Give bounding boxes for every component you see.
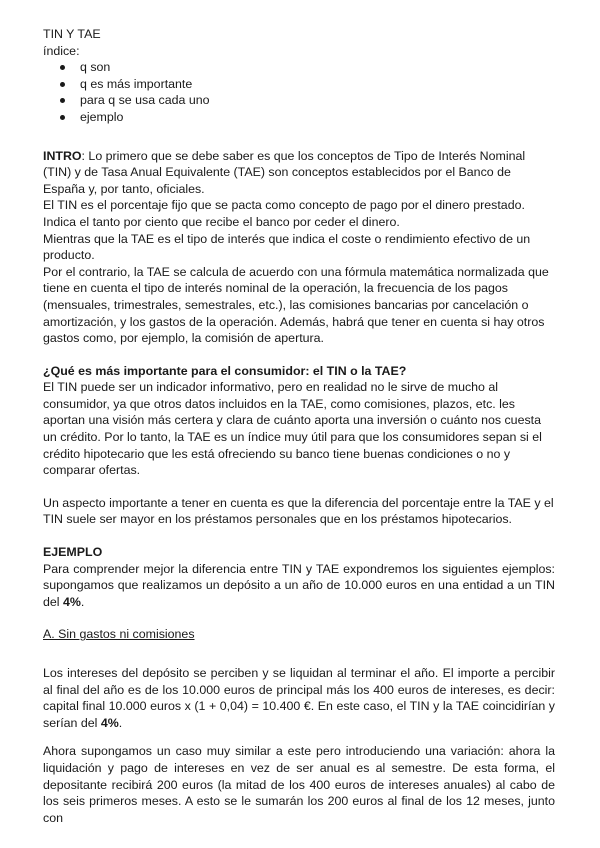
section-paragraph: El TIN puede ser un indicador informativo, pero en realidad no le sirve de mucho al consumidor, ya que otros datos incluidos en la TAE, como comisiones, plazos, etc. les aportan una visión más certera y clara de cuánto aporta una inversión o cuánto nos cuesta un crédito. Por lo tanto, la TAE es un índice muy útil para que los consumidores sepan si el crédito hipotecario que les está ofreciendo su banco tiene buenas condiciones o no y comparar ofertas. [43, 380, 542, 478]
index-item: para q se usa cada uno [43, 92, 555, 109]
index-label: índice: [43, 43, 80, 58]
section-heading: ¿Qué es más importante para el consumidor: el TIN o la TAE? [43, 363, 407, 378]
intro-paragraph [43, 148, 555, 198]
document-title: TIN Y TAE [43, 27, 101, 41]
index-item: q es más importante [43, 76, 555, 93]
example-intro-paragraph: Para comprender mejor la diferencia entre TIN y TAE expondremos los siguientes ejemplos: supongamos que realizamos un depósito a un año de 10.000 euros en una entidad a un TIN del 4%. [43, 561, 555, 609]
example-heading: EJEMPLO [43, 545, 103, 560]
intro-text: : Lo primero que se debe saber es que los conceptos de Tipo de Interés Nominal (TIN) y de Tasa Anual Equivalente (TAE) son conceptos establecidos por el Banco de España y, por tanto, oficiales. [43, 148, 526, 196]
document-page [43, 26, 555, 826]
example-subheading: A. Sin gastos ni comisiones [43, 627, 195, 642]
index-list [43, 59, 555, 125]
index-item: ejemplo [43, 109, 555, 126]
section-paragraph: Un aspecto importante a tener en cuenta es que la diferencia del porcentaje entre la TAE y el TIN suele ser mayor en los préstamos personales que en los préstamos hipotecarios. [43, 495, 554, 527]
intro-formula-paragraph: Por el contrario, la TAE se calcula de acuerdo con una fórmula matemática normalizada que tiene en cuenta el tipo de interés nominal de la operación, la frecuencia de los pagos (mensuales, trimestrales, semestrales, etc.), las comisiones bancarias por cancelación o amortización, y los gastos de la operación. Además, habrá que tener en cuenta si hay otros gastos como, por ejemplo, la comisión de apertura. [43, 264, 549, 346]
example-paragraph: Ahora supongamos un caso muy similar a este pero introduciendo una variación: ahora la liquidación y pago de intereses en vez de ser anual es al semestre. De esta forma, el depositante recibirá 200 euros (la mitad de los 400 euros de intereses anuales) al cabo de los seis primeros meses. A esto se le sumarán los 200 euros al final de los 12 meses, junto con [43, 744, 555, 825]
example-paragraph: Los intereses del depósito se perciben y se liquidan al terminar el año. El importe a percibir al final del año es de los 10.000 euros de principal más los 400 euros de intereses, es decir: capital final 10.000 euros x (1 + 0,04) = 10.400 €. En este caso, el TIN y la TAE coincidirían y serían del 4%. [43, 666, 555, 730]
intro-tin-paragraph: El TIN es el porcentaje fijo que se pacta como concepto de pago por el dinero prestado. Indica el tanto por ciento que recibe el banco por ceder el dinero. [43, 198, 525, 229]
intro-tae-paragraph: Mientras que la TAE es el tipo de interés que indica el coste o rendimiento efectivo de un producto. [43, 231, 531, 263]
index-item: q son [43, 59, 555, 76]
intro-label: INTRO [43, 148, 82, 163]
